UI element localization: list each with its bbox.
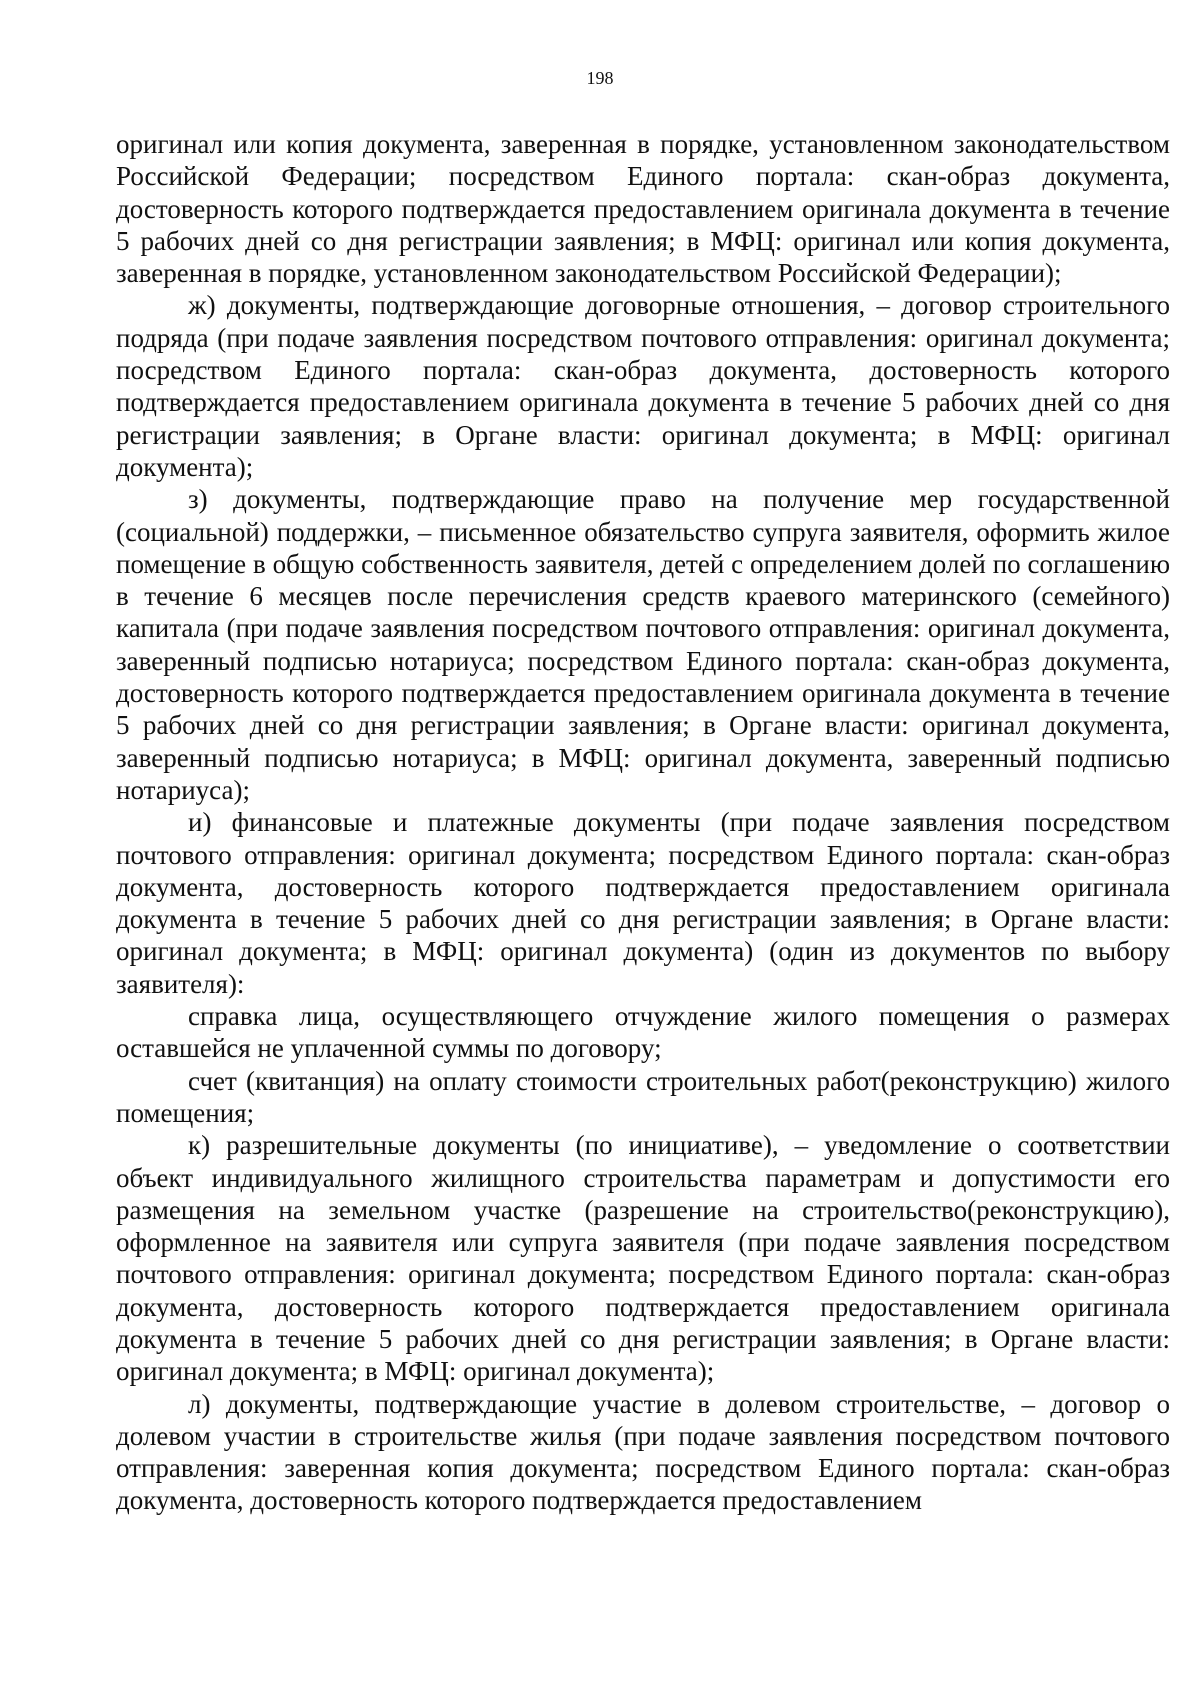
paragraph-item-l: л) документы, подтверждающие участие в долевом строительстве, – договор о долевом участии в строительстве жилья (при подаче заявления посредством почтового отправления: заверенная копия документа; посредством Единого портала: скан-образ документа, достоверность которого подтверждается предоставлением [116, 1388, 1170, 1516]
paragraph-sub-schet: счет (квитанция) на оплату стоимости строительных работ(реконструкцию) жилого помещения; [116, 1065, 1170, 1128]
paragraph-item-k: к) разрешительные документы (по инициативе), – уведомление о соответствии объект индивидуального жилищного строительства параметрам и допустимости его размещения на земельном участке (разрешение на строительство(реконструкцию), оформленное на заявителя или супруга заявителя (при подаче заявления посредством почтового отправления: оригинал документа; посредством Единого портала: скан-образ документа, достоверность которого подтверждается предоставлением оригинала документа в течение 5 рабочих дней со дня регистрации заявления; в Органе власти: оригинал документа; в МФЦ: оригинал документа); [116, 1130, 1170, 1387]
paragraph-item-zh: ж) документы, подтверждающие договорные отношения, – договор строительного подряда (при подаче заявления посредством почтового отправления: оригинал документа; посредством Единого портала: скан-образ документа, достоверность которого подтверждается предоставлением оригинала документа в течение 5 рабочих дней со дня регистрации заявления; в Органе власти: оригинал документа; в МФЦ: оригинал документа); [116, 290, 1170, 482]
paragraph-sub-spravka: справка лица, осуществляющего отчуждение жилого помещения о размерах оставшейся не уплаченной суммы по договору; [116, 1001, 1170, 1064]
paragraph-item-z: з) документы, подтверждающие право на получение мер государственной (социальной) поддержки, – письменное обязательство супруга заявителя, оформить жилое помещение в общую собственность заявителя, детей с определением долей по соглашению в течение 6 месяцев после перечисления средств краевого материнского (семейного) капитала (при подаче заявления посредством почтового отправления: оригинал документа, заверенный подписью нотариуса; посредством Единого портала: скан-образ документа, достоверность которого подтверждается предоставлением оригинала документа в течение 5 рабочих дней со дня регистрации заявления; в Органе власти: оригинал документа, заверенный подписью нотариуса; в МФЦ: оригинал документа, заверенный подписью нотариуса); [116, 484, 1170, 805]
paragraph-item-i: и) финансовые и платежные документы (при подаче заявления посредством почтового отправления: оригинал документа; посредством Единого портала: скан-образ документа, достоверность которого подтверждается предоставлением оригинала документа в течение 5 рабочих дней со дня регистрации заявления; в Органе власти: оригинал документа; в МФЦ: оригинал документа) (один из документов по выбору заявителя): [116, 807, 1170, 999]
document-body [116, 128, 1170, 1517]
page-number: 198 [586, 68, 614, 88]
paragraph-continuation: оригинал или копия документа, заверенная в порядке, установленном законодательством Российской Федерации; посредством Единого портала: скан-образ документа, достоверность которого подтверждается предоставлением оригинала документа в течение 5 рабочих дней со дня регистрации заявления; в МФЦ: оригинал или копия документа, заверенная в порядке, установленном законодательством Российской Федерации); [116, 129, 1170, 289]
